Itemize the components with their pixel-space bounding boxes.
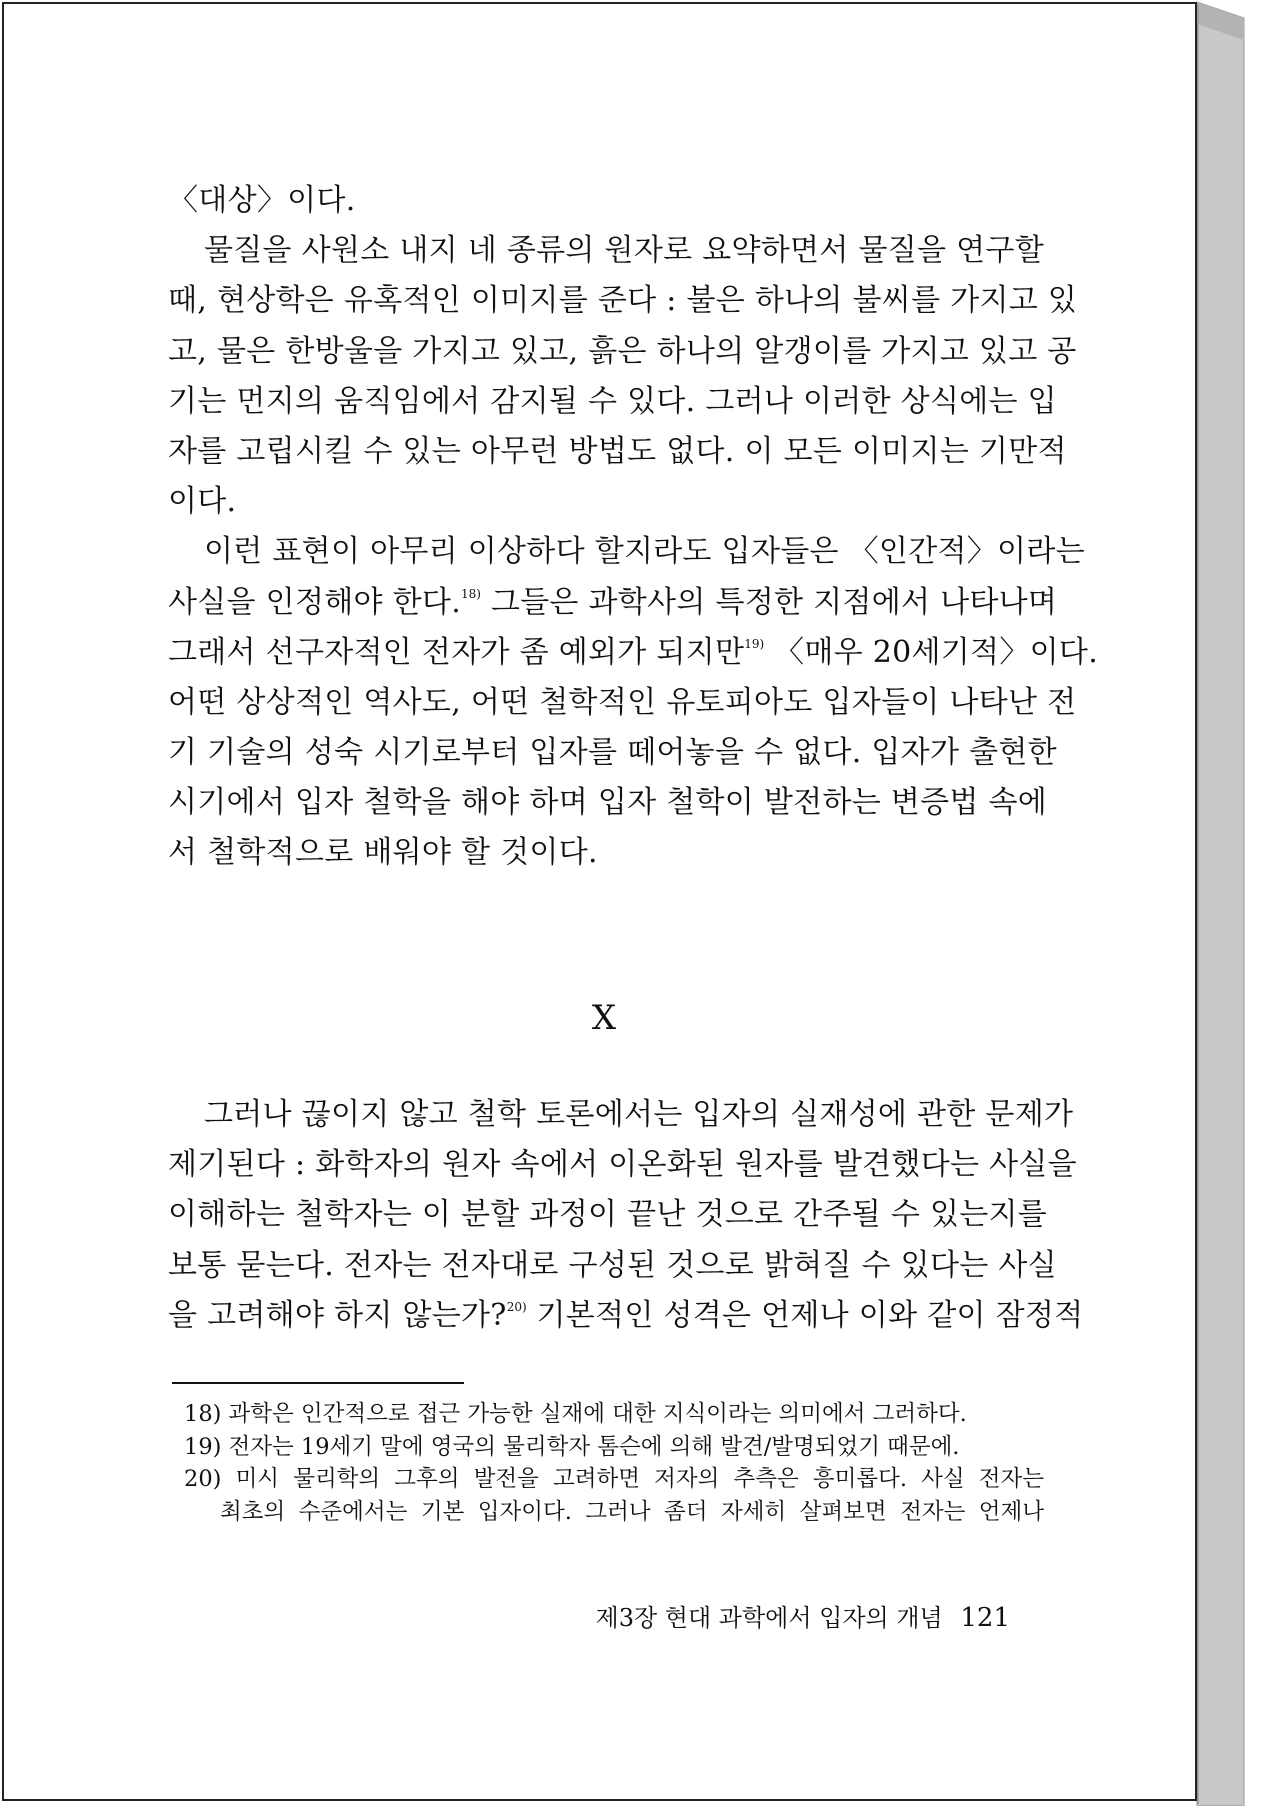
chapter-title: 제3장 현대 과학에서 입자의 개념 bbox=[595, 1604, 943, 1632]
page-number: 121 bbox=[960, 1603, 1010, 1633]
footnote-marker: 20) bbox=[506, 1299, 527, 1314]
footnote-19: 19) 전자는 19세기 말에 영국의 물리학자 톰슨에 의해 발견/발명되었기 때문에. bbox=[184, 1433, 960, 1460]
footnote-marker: 18) bbox=[461, 586, 481, 601]
body-text-top bbox=[168, 176, 1099, 879]
running-footer bbox=[580, 1600, 1010, 1636]
body-text-bottom bbox=[168, 1090, 1084, 1341]
footnote-separator bbox=[172, 1382, 464, 1384]
text-line: 기 기술의 성숙 시기로부터 입자를 떼어놓을 수 없다. 입자가 출현한 bbox=[168, 735, 1057, 771]
footnote-18: 18) 과학은 인간적으로 접근 가능한 실재에 대한 지식이라는 의미에서 그러하다. bbox=[184, 1401, 967, 1427]
text-line: 제기된다 : 화학자의 원자 속에서 이온화된 원자를 발견했다는 사실을 bbox=[168, 1147, 1077, 1183]
text-line: 그래서 선구자적인 전자가 좀 예외가 되지만$^{19)}$ 〈매우 20세기적〉이다. bbox=[168, 634, 1099, 670]
footnotes bbox=[184, 1398, 1044, 1528]
text-line: 이런 표현이 아무리 이상하다 할지라도 입자들은 〈인간적〉이라는 bbox=[204, 534, 1085, 570]
footnote-marker: 19) bbox=[744, 636, 765, 651]
footnote-20: 20) 미시 물리학의 그후의 발전을 고려하면 저자의 추측은 흥미롭다. 사실 전자는 bbox=[184, 1466, 1044, 1492]
text-line: 어떤 상상적인 역사도, 어떤 철학적인 유토피아도 입자들이 나타난 전 bbox=[168, 684, 1077, 720]
text-line: 이해하는 철학자는 이 분할 과정이 끝난 것으로 간주될 수 있는지를 bbox=[168, 1197, 1048, 1233]
text-line: 기는 먼지의 움직임에서 감지될 수 있다. 그러나 이러한 상식에는 입 bbox=[168, 383, 1057, 419]
text-line: 물질을 사원소 내지 네 종류의 원자로 요약하면서 물질을 연구할 bbox=[204, 233, 1044, 269]
text-line: 보통 묻는다. 전자는 전자대로 구성된 것으로 밝혀질 수 있다는 사실 bbox=[168, 1247, 1057, 1283]
text-line: 서 철학적으로 배워야 할 것이다. bbox=[168, 835, 598, 871]
footnote-20-continued: 최초의 수준에서는 기본 입자이다. 그러나 좀더 자세히 살펴보면 전자는 언제나 bbox=[220, 1498, 1044, 1525]
text-line: 때, 현상학은 유혹적인 이미지를 준다 : 불은 하나의 불씨를 가지고 있 bbox=[168, 283, 1078, 319]
text-line: 그러나 끊이지 않고 철학 토론에서는 입자의 실재성에 관한 문제가 bbox=[204, 1097, 1074, 1132]
text-line: 〈대상〉이다. bbox=[168, 183, 356, 218]
section-heading: X bbox=[591, 998, 617, 1038]
text-line: 이다. bbox=[168, 484, 237, 520]
text-line: 을 고려해야 하지 않는가?$^{20)}$ 기본적인 성격은 언제나 이와 같이 잠정적 bbox=[168, 1297, 1084, 1333]
text-line: 자를 고립시킬 수 있는 아무런 방법도 없다. 이 모든 이미지는 기만적 bbox=[168, 433, 1067, 469]
text-line: 사실을 인정해야 한다.$^{18)}$ 그들은 과학사의 특정한 지점에서 나타나며 bbox=[168, 584, 1058, 620]
text-line: 고, 물은 한방울을 가지고 있고, 흙은 하나의 알갱이를 가지고 있고 공 bbox=[168, 333, 1077, 369]
text-line: 시기에서 입자 철학을 해야 하며 입자 철학이 발전하는 변증법 속에 bbox=[168, 785, 1048, 821]
